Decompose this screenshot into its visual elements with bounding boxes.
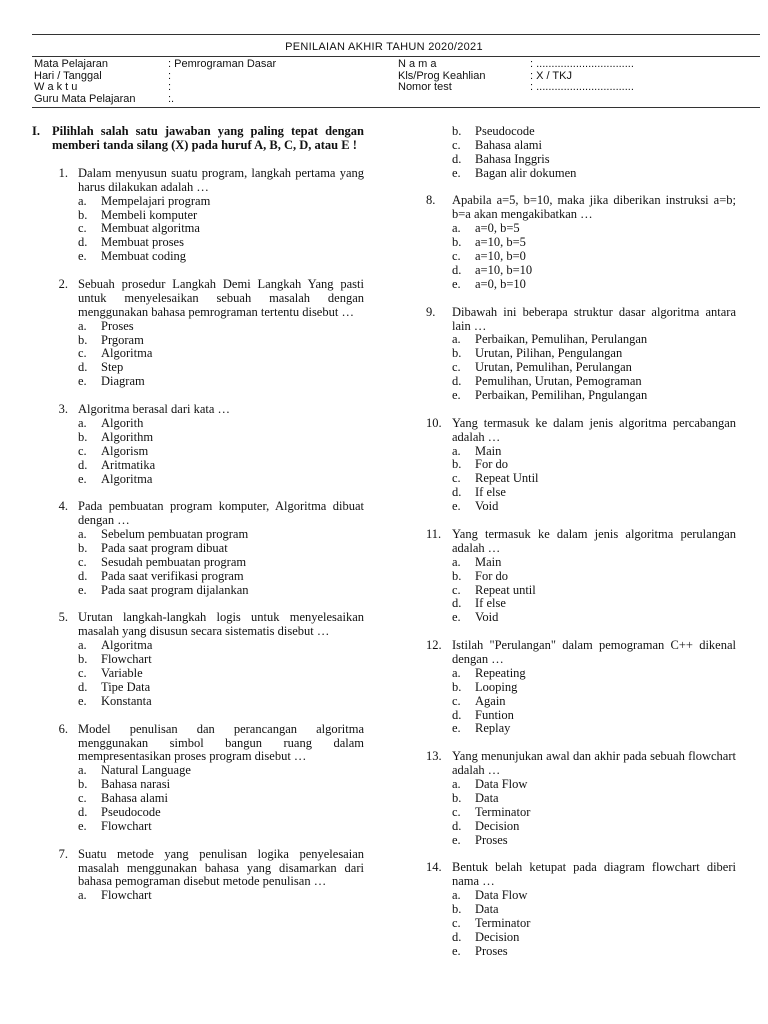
question-item bbox=[426, 528, 736, 625]
option-text: Sesudah pembuatan program bbox=[101, 554, 247, 569]
answer-option[interactable] bbox=[78, 528, 364, 542]
option-letter: a. bbox=[78, 318, 87, 333]
option-text: a=10, b=10 bbox=[475, 262, 533, 277]
right-question-list bbox=[426, 125, 736, 959]
option-text: Pada saat verifikasi program bbox=[101, 568, 244, 583]
question-text: Yang menunjukan awal dan akhir pada sebuah flowchart adalah … bbox=[452, 749, 736, 778]
option-text: Pada saat program dijalankan bbox=[101, 582, 249, 597]
option-letter: c. bbox=[452, 137, 461, 152]
answer-option[interactable] bbox=[78, 806, 364, 820]
option-letter: c. bbox=[78, 791, 87, 806]
option-letter: c. bbox=[452, 582, 461, 597]
option-letter: d. bbox=[452, 707, 462, 722]
question-text: Sebuah prosedur Langkah Demi Langkah Yang pasti untuk menyelesaikan sebuah masalah dengan menggunakan bahasa pemrograman tertentu disebut … bbox=[78, 276, 364, 319]
answer-option[interactable] bbox=[452, 570, 736, 584]
question-item bbox=[32, 278, 364, 389]
option-letter: c. bbox=[78, 346, 87, 361]
option-letter: d. bbox=[78, 679, 88, 694]
option-letter: e. bbox=[78, 582, 87, 597]
option-letter: c. bbox=[78, 666, 87, 681]
answer-option[interactable] bbox=[452, 125, 736, 139]
option-letter: e. bbox=[78, 693, 87, 708]
question-number: 4. bbox=[58, 499, 68, 514]
right-column bbox=[426, 125, 736, 973]
answer-option[interactable] bbox=[452, 375, 736, 389]
answer-option[interactable] bbox=[78, 250, 364, 264]
question-continued bbox=[426, 125, 736, 181]
question-text: Dibawah ini beberapa struktur dasar algoritma antara lain … bbox=[452, 304, 736, 333]
option-text: Diagram bbox=[101, 374, 145, 389]
question-item bbox=[426, 750, 736, 847]
option-text: Algoritma bbox=[101, 638, 153, 653]
answer-option[interactable] bbox=[78, 347, 364, 361]
option-letter: b. bbox=[78, 652, 88, 667]
option-text: a=0, b=10 bbox=[475, 276, 526, 291]
question-text: Urutan langkah-langkah logis untuk menyelesaikan masalah yang disusun secara sistematis disebut … bbox=[78, 610, 364, 639]
option-text: If else bbox=[475, 596, 506, 611]
option-letter: e. bbox=[78, 249, 87, 264]
option-letter: b. bbox=[78, 429, 88, 444]
option-text: Perbaikan, Pemilihan, Pngulangan bbox=[475, 387, 648, 402]
option-text: Again bbox=[475, 693, 506, 708]
info-subject: Mata Pelajaran : Pemrograman Dasar bbox=[34, 58, 277, 70]
answer-option[interactable] bbox=[78, 570, 364, 584]
header-info-right bbox=[398, 59, 634, 94]
option-text: Flowchart bbox=[101, 818, 152, 833]
option-text: If else bbox=[475, 485, 506, 500]
option-letter: b. bbox=[452, 679, 462, 694]
answer-option[interactable] bbox=[452, 945, 736, 959]
option-letter: d. bbox=[452, 374, 462, 389]
answer-option[interactable] bbox=[452, 347, 736, 361]
option-letter: c. bbox=[78, 554, 87, 569]
option-letter: a. bbox=[78, 763, 87, 778]
option-letter: d. bbox=[452, 485, 462, 500]
answer-option[interactable] bbox=[78, 473, 364, 487]
question-number: 6. bbox=[58, 721, 68, 736]
option-text: Flowchart bbox=[101, 652, 152, 667]
option-text: Algoritma bbox=[101, 346, 153, 361]
answer-option[interactable] bbox=[78, 584, 364, 598]
answer-option[interactable] bbox=[452, 722, 736, 736]
option-text: Urutan, Pemulihan, Perulangan bbox=[475, 360, 632, 375]
option-letter: e. bbox=[452, 943, 461, 958]
option-text: Aritmatika bbox=[101, 457, 156, 472]
answer-option[interactable] bbox=[78, 375, 364, 389]
option-letter: b. bbox=[452, 124, 462, 138]
option-letter: d. bbox=[452, 818, 462, 833]
option-text: Bahasa Inggris bbox=[475, 151, 550, 166]
header-rule bbox=[32, 107, 760, 108]
answer-option[interactable] bbox=[452, 584, 736, 598]
option-letter: d. bbox=[452, 151, 462, 166]
answer-option[interactable] bbox=[78, 361, 364, 375]
option-text: Terminator bbox=[475, 915, 531, 930]
question-text: Bentuk belah ketupat pada diagram flowchart diberi nama … bbox=[452, 860, 736, 889]
answer-option[interactable] bbox=[452, 556, 736, 570]
option-letter: d. bbox=[452, 262, 462, 277]
option-letter: d. bbox=[78, 360, 88, 375]
option-text: Mempelajari program bbox=[101, 193, 211, 208]
exam-title: PENILAIAN AKHIR TAHUN 2020/2021 bbox=[285, 41, 483, 53]
option-text: Pada saat program dibuat bbox=[101, 540, 228, 555]
answer-option[interactable] bbox=[78, 556, 364, 570]
question-number: 1. bbox=[58, 165, 68, 180]
answer-option[interactable] bbox=[452, 611, 736, 625]
option-text: Data bbox=[475, 902, 499, 917]
option-text: Pseudocode bbox=[101, 804, 161, 819]
option-text: Data Flow bbox=[475, 777, 528, 792]
option-letter: e. bbox=[452, 721, 461, 736]
option-text: Replay bbox=[475, 721, 511, 736]
option-letter: b. bbox=[452, 457, 462, 472]
option-letter: b. bbox=[78, 540, 88, 555]
option-letter: a. bbox=[452, 554, 461, 569]
info-date: Hari / Tanggal : bbox=[34, 69, 172, 82]
option-letter: b. bbox=[452, 235, 462, 250]
option-letter: e. bbox=[78, 374, 87, 389]
option-text: Terminator bbox=[475, 804, 531, 819]
section-instruction: I. Pilihlah salah satu jawaban yang paling tepat dengan memberi tanda silang (X) pada huruf A, B, C, D, atau E ! bbox=[32, 124, 364, 152]
info-time: W a k t u : bbox=[34, 81, 172, 93]
option-text: Tipe Data bbox=[101, 679, 151, 694]
option-letter: a. bbox=[452, 221, 461, 236]
answer-option[interactable] bbox=[78, 667, 364, 681]
option-text: Membuat coding bbox=[101, 249, 187, 264]
option-letter: c. bbox=[452, 471, 461, 486]
question-number: 13. bbox=[426, 749, 442, 764]
option-letter: b. bbox=[78, 207, 88, 222]
option-letter: a. bbox=[452, 665, 461, 680]
answer-option[interactable] bbox=[78, 820, 364, 834]
option-text: Repeating bbox=[475, 665, 526, 680]
question-text: Suatu metode yang penulisan logika penyelesaian masalah menggunakan bahasa yang disamarkan dari bahasa pemograman disebut metode penulisan … bbox=[78, 846, 364, 889]
option-letter: d. bbox=[78, 235, 88, 250]
question-number: 8. bbox=[426, 193, 436, 208]
option-letter: a. bbox=[78, 638, 87, 653]
option-letter: a. bbox=[452, 443, 461, 458]
question-text: Istilah "Perulangan" dalam pemograman C++ dikenal dengan … bbox=[452, 638, 736, 666]
question-number: 9. bbox=[426, 304, 436, 319]
option-text: Natural Language bbox=[101, 763, 191, 778]
question-number: 3. bbox=[58, 402, 68, 417]
answer-option[interactable] bbox=[78, 653, 364, 667]
answer-option[interactable] bbox=[452, 931, 736, 945]
answer-option[interactable] bbox=[452, 486, 736, 500]
answer-option[interactable] bbox=[452, 278, 736, 292]
answer-option[interactable] bbox=[452, 778, 736, 792]
answer-option[interactable] bbox=[78, 195, 364, 209]
answer-option[interactable] bbox=[452, 264, 736, 278]
option-letter: e. bbox=[78, 471, 87, 486]
question-text: Apabila a=5, b=10, maka jika diberikan instruksi a=b; b=a akan mengakibatkan … bbox=[452, 193, 736, 222]
question-item bbox=[32, 723, 364, 834]
question-number: 14. bbox=[426, 860, 442, 875]
answer-option[interactable] bbox=[452, 361, 736, 375]
top-rule bbox=[32, 34, 760, 35]
title-rule bbox=[32, 56, 760, 57]
option-text: Decision bbox=[475, 929, 520, 944]
answer-option[interactable] bbox=[452, 667, 736, 681]
option-letter: d. bbox=[452, 596, 462, 611]
answer-option[interactable] bbox=[452, 681, 736, 695]
option-letter: c. bbox=[78, 443, 87, 458]
option-text: a=0, b=5 bbox=[475, 221, 520, 236]
option-letter: a. bbox=[78, 193, 87, 208]
answer-option[interactable] bbox=[452, 709, 736, 723]
answer-option[interactable] bbox=[78, 778, 364, 792]
option-text: For do bbox=[475, 457, 508, 472]
option-text: Algoritma bbox=[101, 471, 153, 486]
answer-option[interactable] bbox=[452, 389, 736, 403]
answer-option[interactable] bbox=[78, 320, 364, 334]
option-letter: c. bbox=[78, 221, 87, 236]
option-letter: c. bbox=[452, 360, 461, 375]
option-letter: c. bbox=[452, 915, 461, 930]
option-text: a=10, b=0 bbox=[475, 249, 526, 264]
answer-option[interactable] bbox=[452, 153, 736, 167]
answer-option[interactable] bbox=[78, 639, 364, 653]
option-text: Proses bbox=[101, 318, 134, 333]
answer-option[interactable] bbox=[78, 431, 364, 445]
option-text: Sebelum pembuatan program bbox=[101, 527, 249, 542]
question-number: 2. bbox=[58, 276, 68, 291]
option-text: a=10, b=5 bbox=[475, 235, 526, 250]
answer-option[interactable] bbox=[452, 222, 736, 236]
info-teacher: Guru Mata Pelajaran :. bbox=[34, 92, 175, 105]
answer-option[interactable] bbox=[452, 597, 736, 611]
option-letter: d. bbox=[78, 568, 88, 583]
option-text: Flowchart bbox=[101, 888, 152, 903]
info-name: N a m a : ................................ bbox=[398, 58, 634, 70]
option-text: Proses bbox=[475, 832, 508, 847]
option-letter: e. bbox=[452, 165, 461, 180]
left-question-list bbox=[32, 167, 364, 903]
option-text: Bahasa narasi bbox=[101, 777, 171, 792]
option-letter: d. bbox=[78, 804, 88, 819]
answer-option[interactable] bbox=[452, 834, 736, 848]
answer-option[interactable] bbox=[452, 458, 736, 472]
answer-option[interactable] bbox=[452, 236, 736, 250]
question-item bbox=[426, 417, 736, 514]
answer-option[interactable] bbox=[452, 250, 736, 264]
option-letter: e. bbox=[452, 387, 461, 402]
answer-option[interactable] bbox=[452, 917, 736, 931]
option-text: Data bbox=[475, 790, 499, 805]
question-text: Algoritma berasal dari kata … bbox=[78, 402, 231, 417]
answer-option[interactable] bbox=[452, 889, 736, 903]
answer-option[interactable] bbox=[78, 889, 364, 903]
option-text: Funtion bbox=[475, 707, 514, 722]
answer-option[interactable] bbox=[78, 209, 364, 223]
option-letter: e. bbox=[452, 499, 461, 514]
option-letter: a. bbox=[452, 777, 461, 792]
answer-option[interactable] bbox=[452, 806, 736, 820]
question-number: 11. bbox=[426, 526, 442, 541]
option-letter: a. bbox=[452, 332, 461, 347]
answer-option[interactable] bbox=[452, 333, 736, 347]
option-letter: b. bbox=[78, 332, 88, 347]
question-text: Dalam menyusun suatu program, langkah pertama yang harus dilakukan adalah … bbox=[78, 165, 364, 194]
option-letter: b. bbox=[452, 346, 462, 361]
answer-option[interactable] bbox=[78, 681, 364, 695]
option-letter: b. bbox=[452, 902, 462, 917]
option-letter: d. bbox=[452, 929, 462, 944]
question-item bbox=[32, 500, 364, 597]
question-number: 7. bbox=[58, 846, 68, 861]
option-letter: c. bbox=[452, 804, 461, 819]
option-text: Decision bbox=[475, 818, 520, 833]
option-text: Step bbox=[101, 360, 124, 375]
option-letter: e. bbox=[452, 276, 461, 291]
option-letter: e. bbox=[78, 818, 87, 833]
question-text: Model penulisan dan perancangan algoritma menggunakan simbol bangun ruang dalam mempresentasikan proses program disebut … bbox=[78, 721, 364, 764]
answer-option[interactable] bbox=[78, 334, 364, 348]
question-text: Yang termasuk ke dalam jenis algoritma perulangan adalah … bbox=[452, 526, 736, 555]
option-text: Pemulihan, Urutan, Pemograman bbox=[475, 374, 642, 389]
option-text: Void bbox=[475, 499, 499, 514]
option-text: Membeli komputer bbox=[101, 207, 198, 222]
question-item bbox=[32, 848, 364, 904]
answer-option[interactable] bbox=[452, 792, 736, 806]
option-letter: b. bbox=[452, 568, 462, 583]
question-item bbox=[426, 306, 736, 403]
option-text: Data Flow bbox=[475, 888, 528, 903]
question-item bbox=[426, 194, 736, 291]
question-item bbox=[32, 611, 364, 708]
info-class: Kls/Prog Keahlian : X / TKJ bbox=[398, 69, 572, 82]
question-text: Yang termasuk ke dalam jenis algoritma percabangan adalah … bbox=[452, 415, 736, 444]
option-text: Looping bbox=[475, 679, 518, 694]
option-letter: a. bbox=[78, 527, 87, 542]
option-text: Bahasa alami bbox=[475, 137, 542, 152]
answer-option[interactable] bbox=[78, 236, 364, 250]
option-letter: c. bbox=[452, 693, 461, 708]
left-column bbox=[32, 125, 364, 917]
question-number: 10. bbox=[426, 415, 442, 430]
answer-option[interactable] bbox=[78, 764, 364, 778]
option-text: Bagan alir dokumen bbox=[475, 165, 577, 180]
answer-option[interactable] bbox=[452, 472, 736, 486]
option-text: Repeat Until bbox=[475, 471, 539, 486]
answer-option[interactable] bbox=[452, 820, 736, 834]
answer-option[interactable] bbox=[78, 792, 364, 806]
option-text: Main bbox=[475, 443, 502, 458]
option-letter: b. bbox=[78, 777, 88, 792]
answer-option[interactable] bbox=[78, 417, 364, 431]
option-text: Prgoram bbox=[101, 332, 144, 347]
answer-option[interactable] bbox=[452, 167, 736, 181]
option-text: Algorism bbox=[101, 443, 149, 458]
question-item bbox=[32, 403, 364, 486]
option-text: Proses bbox=[475, 943, 508, 958]
option-text: Urutan, Pilihan, Pengulangan bbox=[475, 346, 623, 361]
option-text: Void bbox=[475, 610, 499, 625]
option-letter: a. bbox=[78, 888, 87, 903]
answer-option[interactable] bbox=[78, 695, 364, 709]
answer-option[interactable] bbox=[78, 222, 364, 236]
option-text: Membuat algoritma bbox=[101, 221, 200, 236]
option-text: Konstanta bbox=[101, 693, 152, 708]
answer-option[interactable] bbox=[452, 445, 736, 459]
option-text: Bahasa alami bbox=[101, 791, 168, 806]
option-text: Repeat until bbox=[475, 582, 536, 597]
option-letter: b. bbox=[452, 790, 462, 805]
question-number: 12. bbox=[426, 638, 442, 653]
question-item bbox=[426, 861, 736, 958]
option-letter: d. bbox=[78, 457, 88, 472]
option-text: For do bbox=[475, 568, 508, 583]
answer-option[interactable] bbox=[452, 903, 736, 917]
option-text: Algorithm bbox=[101, 429, 154, 444]
info-test-number: Nomor test : ................................ bbox=[398, 81, 634, 93]
answer-option[interactable] bbox=[78, 445, 364, 459]
question-item bbox=[426, 639, 736, 736]
option-letter: e. bbox=[452, 610, 461, 625]
answer-option[interactable] bbox=[78, 459, 364, 473]
answer-option[interactable] bbox=[452, 695, 736, 709]
option-letter: c. bbox=[452, 249, 461, 264]
option-letter: a. bbox=[452, 888, 461, 903]
question-text: Pada pembuatan program komputer, Algoritma dibuat dengan … bbox=[78, 499, 364, 528]
option-text: Perbaikan, Pemulihan, Perulangan bbox=[475, 332, 648, 347]
option-text: Main bbox=[475, 554, 502, 569]
header-info-left bbox=[34, 59, 276, 105]
answer-option[interactable] bbox=[452, 139, 736, 153]
option-letter: e. bbox=[452, 832, 461, 847]
question-number: 5. bbox=[58, 610, 68, 625]
option-text: Membuat proses bbox=[101, 235, 184, 250]
question-item bbox=[32, 167, 364, 264]
option-letter: a. bbox=[78, 415, 87, 430]
answer-option[interactable] bbox=[452, 500, 736, 514]
answer-option[interactable] bbox=[78, 542, 364, 556]
option-text: Algorith bbox=[101, 415, 144, 430]
option-text: Variable bbox=[101, 666, 143, 681]
option-text: Pseudocode bbox=[475, 124, 535, 138]
